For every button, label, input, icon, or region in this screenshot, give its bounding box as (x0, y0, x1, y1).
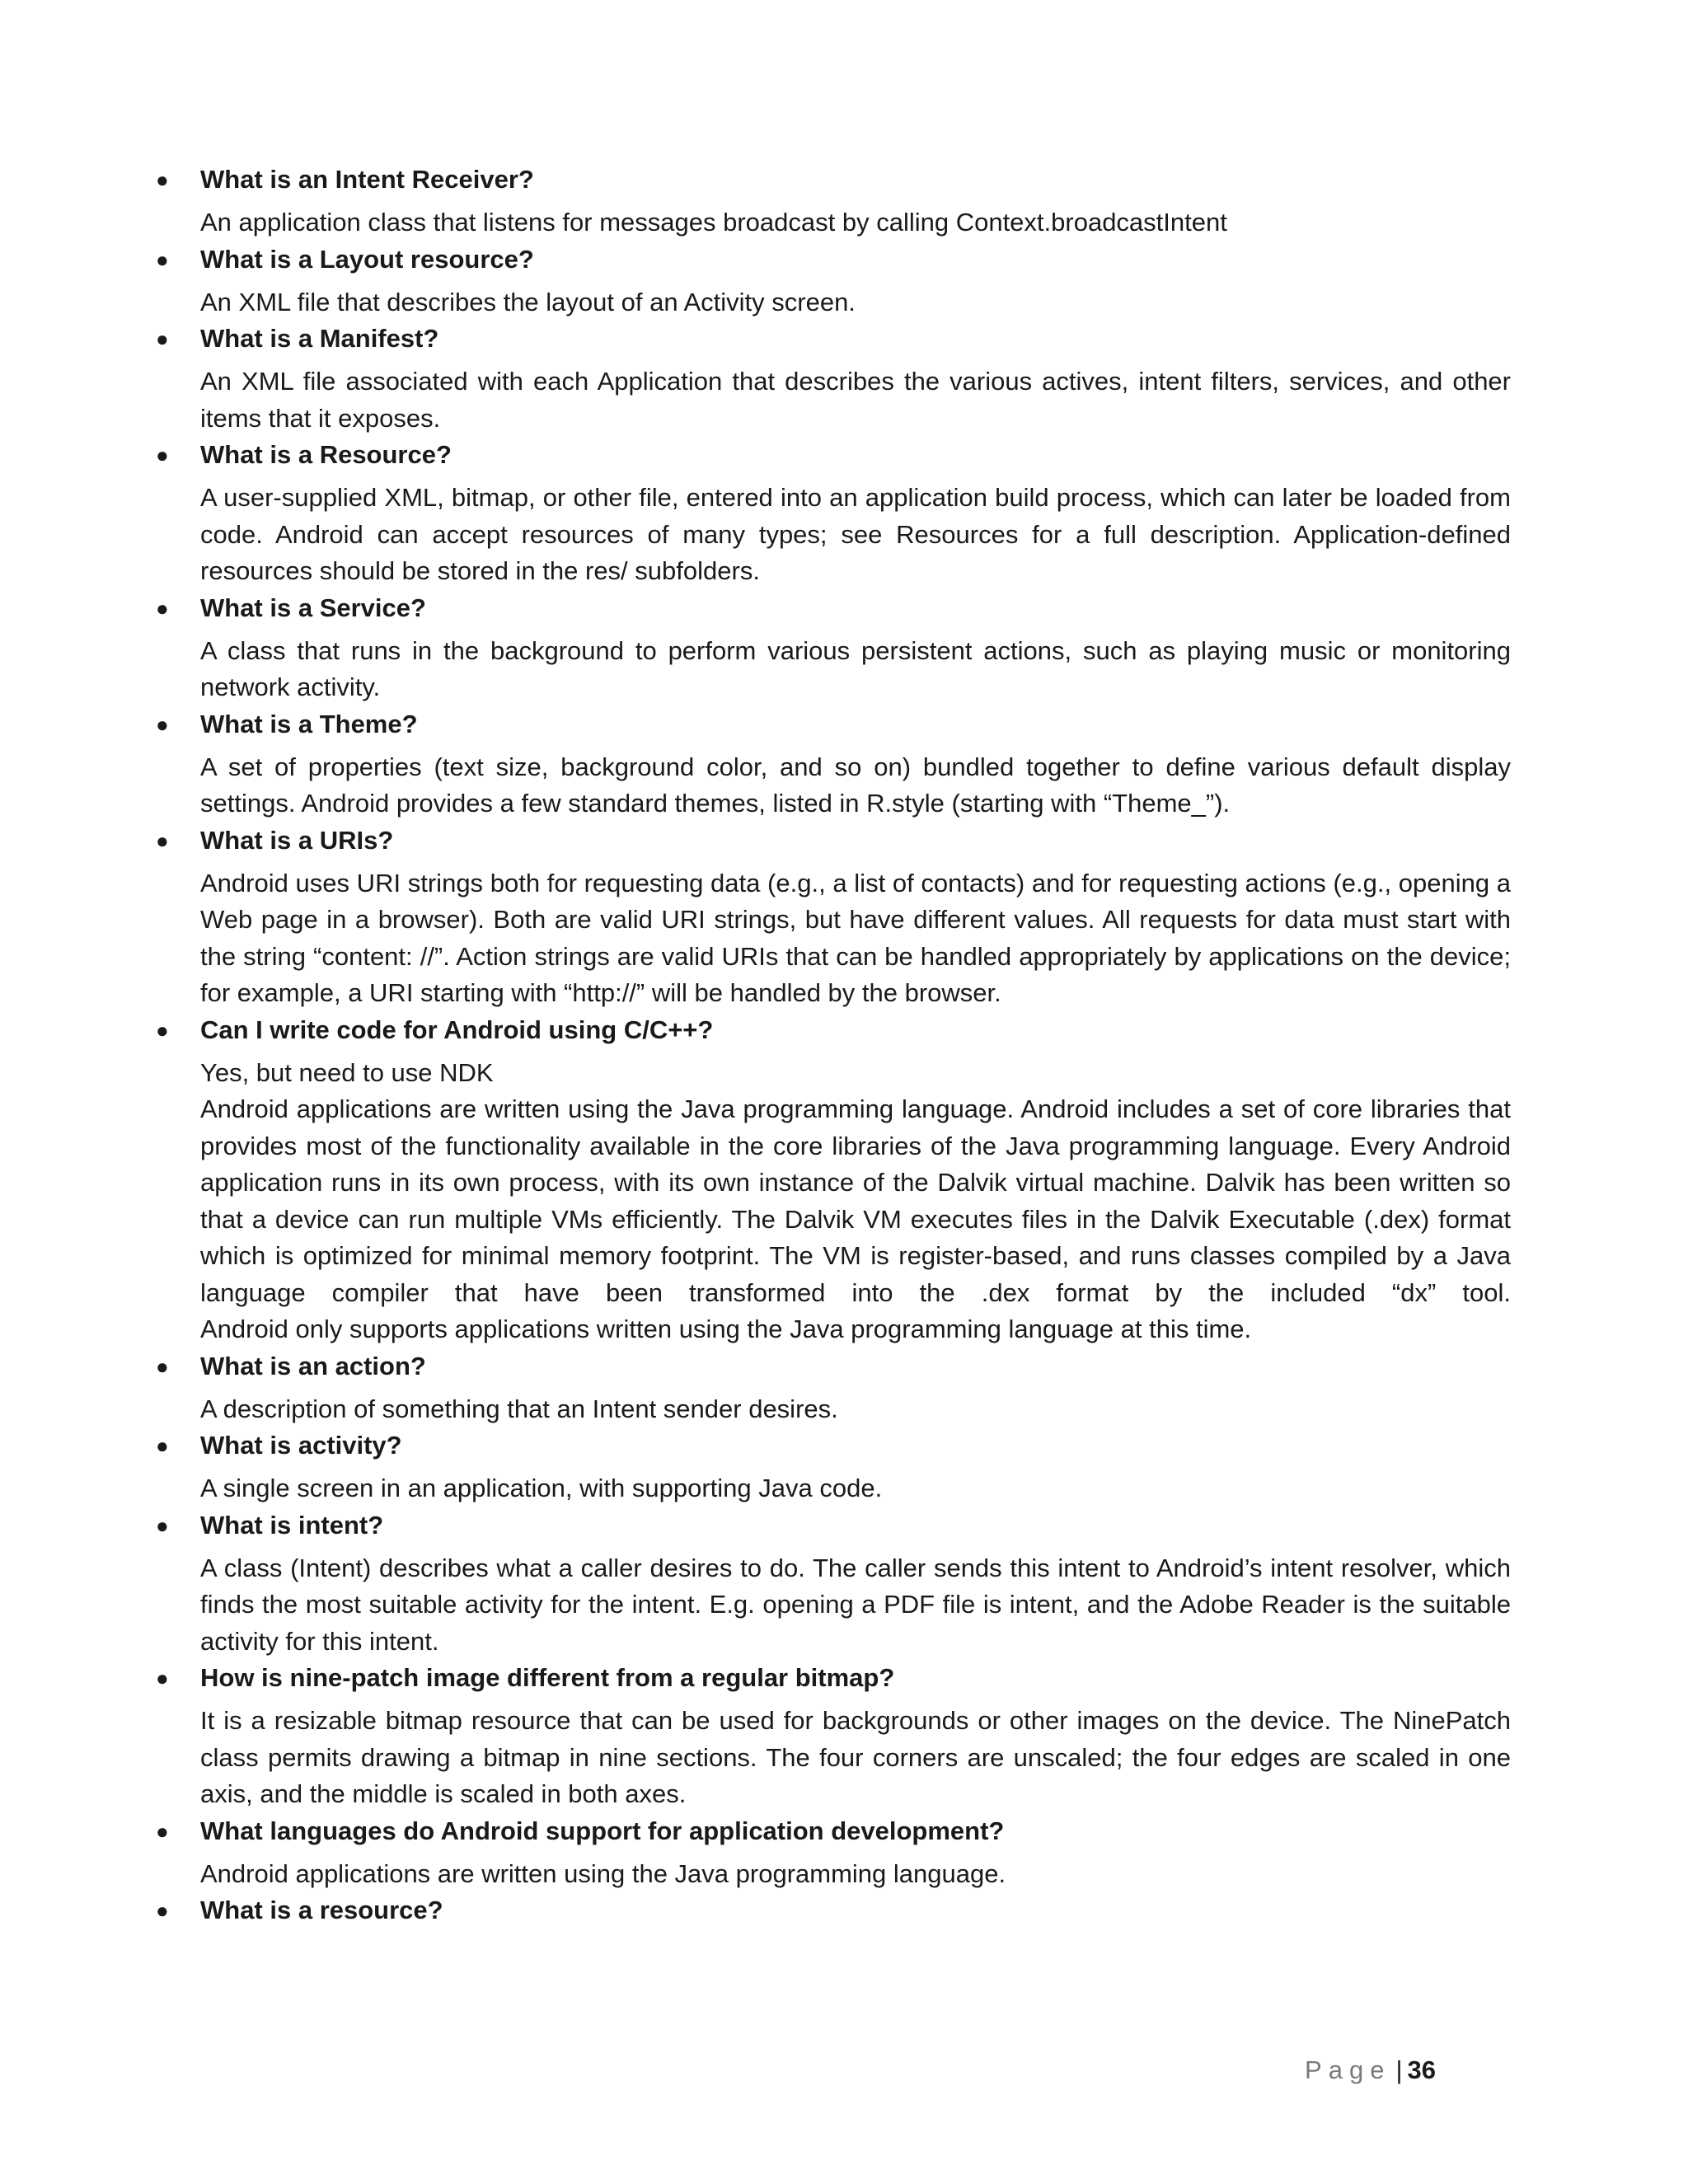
list-item (156, 1892, 1511, 1929)
answer-text: An application class that listens for messages broadcast by calling Context.broadcastIntent (200, 208, 1227, 237)
answer-text: An XML file that describes the layout of an Activity screen. (200, 287, 856, 316)
question-heading: What is a URIs? (200, 825, 394, 855)
answer-text: An XML file associated with each Application that describes the various actives, intent filters, services, and other items that it exposes. (200, 367, 1511, 433)
list-item (156, 321, 1511, 437)
list-item (156, 1813, 1511, 1893)
question-heading: How is nine-patch image different from a regular bitmap? (200, 1663, 895, 1692)
question-heading: What is an action? (200, 1351, 426, 1380)
answer-text: Android only supports applications written using the Java programming language at this time. (200, 1315, 1252, 1343)
bullet-icon: ● (156, 246, 169, 272)
list-item (156, 1660, 1511, 1813)
bullet-icon: ● (156, 1512, 169, 1538)
list-item (156, 1507, 1511, 1661)
bullet-icon: ● (156, 595, 169, 621)
question-heading: What is a Manifest? (200, 324, 439, 353)
qa-list (156, 162, 1511, 1929)
list-item (156, 1427, 1511, 1507)
answer-text: Android applications are written using the Java programming language. (200, 1858, 1006, 1888)
answer-text: Android applications are written using the Java programming language. Android includes a set of core libraries that provides most of the functionality available in the core libraries of the Java programming language. Every Android application runs in its own process, with its own instance of the Dalvik virtual machine. Dalvik has been written so that a device can run multiple VMs efficiently. The Dalvik VM executes files in the Dalvik Executable (.dex) format which is optimized for minimal memory footprint. The VM is register-based, and runs classes compiled by a Java language compiler that have been transformed into the .dex format by the included “dx” tool. (200, 1094, 1511, 1307)
question-heading: What is a Service? (200, 593, 426, 622)
question-heading: What is a resource? (200, 1896, 443, 1924)
list-item (156, 590, 1511, 706)
bullet-icon: ● (156, 167, 169, 192)
question-heading: What is a Layout resource? (200, 244, 534, 274)
bullet-icon: ● (156, 443, 169, 467)
answer-text: A class (Intent) describes what a caller desires to do. The caller sends this intent to Android’s intent resolver, which finds the most suitable activity for the intent. E.g. opening a PDF file is intent, and the Adobe Reader is the suitable activity for this intent. (200, 1553, 1511, 1656)
question-heading: What is a Theme? (200, 709, 418, 738)
answer-text: A single screen in an application, with supporting Java code. (200, 1474, 883, 1502)
question-heading: What is an Intent Receiver? (200, 165, 534, 194)
answer-text: A class that runs in the background to perform various persistent actions, such as playing music or monitoring network activity. (200, 635, 1511, 701)
bullet-icon: ● (156, 326, 169, 351)
list-item (156, 1348, 1511, 1428)
question-heading: What is a Resource? (200, 440, 452, 469)
list-item (156, 706, 1511, 823)
question-heading: Can I write code for Android using C/C++? (200, 1015, 714, 1044)
list-item (156, 823, 1511, 1012)
bullet-icon: ● (156, 1818, 169, 1844)
bullet-icon: ● (156, 1898, 169, 1923)
list-item (156, 1012, 1511, 1348)
answer-text: Android uses URI strings both for requesting data (e.g., a list of contacts) and for requesting actions (e.g., opening a Web page in a browser). Both are valid URI strings, but have different values. All requests for data must start with the string “content: //”. Action strings are valid URIs that can be handled appropriately by applications on the device; for example, a URI starting with “http://” will be handled by the browser. (200, 868, 1511, 1007)
list-item (156, 162, 1511, 241)
page-label: Page (1305, 2055, 1391, 2084)
list-item (156, 437, 1511, 590)
answer-text: It is a resizable bitmap resource that can be used for backgrounds or other images on the device. The NinePatch class permits drawing a bitmap in nine sections. The four corners are unscaled; the four edges are scaled in one axis, and the middle is scaled in both axes. (200, 1706, 1511, 1808)
list-item (156, 241, 1511, 321)
bullet-icon: ● (156, 1017, 169, 1043)
bullet-icon: ● (156, 1353, 169, 1379)
question-heading: What is intent? (200, 1510, 384, 1540)
answer-text: Yes, but need to use NDK (200, 1057, 494, 1087)
answer-text: A description of something that an Intent sender desires. (200, 1394, 838, 1423)
question-heading: What is activity? (200, 1431, 402, 1460)
page-number: 36 (1407, 2055, 1436, 2084)
footer-separator: | (1395, 2055, 1403, 2084)
answer-text: A user-supplied XML, bitmap, or other file, entered into an application build process, which can later be loaded from code. Android can accept resources of many types; see Resources for a full description. Application-defined resources should be stored in the res/ subfolders. (200, 483, 1511, 585)
page-footer (1305, 2052, 1436, 2088)
question-heading: What languages do Android support for application development? (200, 1816, 1005, 1845)
bullet-icon: ● (156, 711, 169, 737)
bullet-icon: ● (156, 827, 169, 853)
bullet-icon: ● (156, 1666, 169, 1690)
answer-text: A set of properties (text size, background color, and so on) bundled together to define various default display settings. Android provides a few standard themes, listed in R.style (starting with “Theme_”). (200, 752, 1511, 818)
bullet-icon: ● (156, 1433, 169, 1458)
